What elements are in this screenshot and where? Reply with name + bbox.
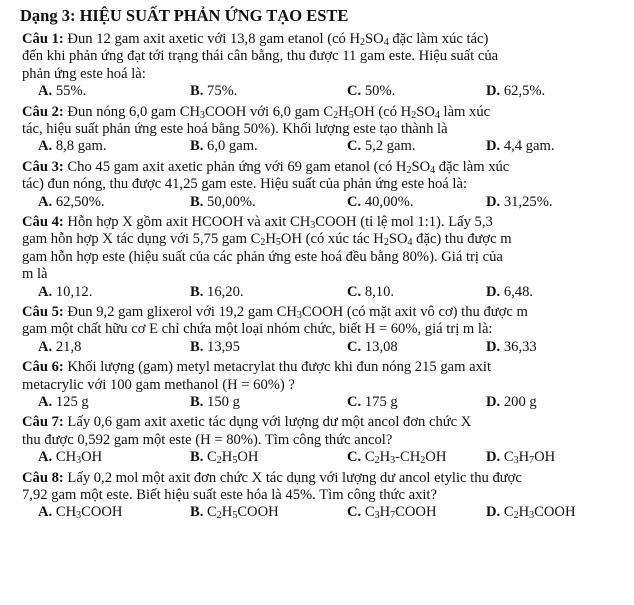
question-text-line (22, 414, 626, 431)
answer-option-d[interactable] (486, 194, 553, 211)
answer-option-a[interactable] (38, 83, 86, 100)
option-text: 62,5%. (500, 83, 546, 100)
question-text: tác) đun nóng, thu được 41,25 gam este. Hiệu suất của phản ứng este hoá là: (22, 176, 468, 193)
option-label: D. (486, 83, 501, 100)
answer-options (22, 138, 626, 155)
option-label: A. (38, 338, 53, 355)
answer-option-c[interactable] (347, 83, 395, 100)
question-text-line (22, 359, 626, 376)
option-label: B. (190, 449, 204, 466)
answer-option-a[interactable] (38, 504, 122, 521)
option-text: 40,00%. (361, 193, 414, 210)
option-text: 16,20. (203, 283, 244, 300)
answer-option-c[interactable] (347, 284, 394, 301)
answer-options (22, 449, 626, 466)
answer-options (22, 284, 626, 301)
option-label: D. (486, 283, 501, 300)
question-text: metacrylic với 100 gam methanol (H = 60%) ? (22, 376, 295, 393)
question-text: m là (22, 266, 48, 283)
option-text: $C_3H_7OH$ (500, 449, 556, 467)
answer-option-a[interactable] (38, 194, 105, 211)
option-text: 50,00%. (203, 193, 256, 210)
question-text-line (22, 66, 626, 83)
question-number: Câu 1: (22, 31, 64, 47)
question-4 (22, 214, 626, 301)
question-text: gam hỗn hợp X tác dụng với 5,75 gam $C_2H_5OH$ (có xúc tác $H_2SO_4$ đặc) thu được m (22, 231, 512, 249)
option-label: C. (347, 283, 362, 300)
option-label: B. (190, 504, 204, 521)
answer-options (22, 83, 626, 100)
question-text-line (22, 321, 626, 338)
answer-option-a[interactable] (38, 339, 81, 356)
question-number: Câu 2: (22, 103, 64, 120)
question-text: gam một chất hữu cơ E chỉ chứa một loại nhóm chức, biết H = 60%, giá trị m là: (22, 321, 493, 338)
answer-options (22, 504, 626, 521)
option-text: 5,2 gam. (361, 138, 416, 155)
question-text-line (22, 121, 626, 138)
question-7 (22, 414, 626, 466)
question-text-line (22, 31, 626, 48)
option-text: 175 g (361, 394, 398, 411)
question-text-line (22, 231, 626, 248)
question-text: Khối lượng (gam) metyl metacrylat thu được khi đun nóng 215 gam axit (67, 359, 492, 376)
option-label: C. (347, 394, 362, 411)
question-text-line (22, 176, 626, 193)
option-text: 31,25%. (500, 193, 553, 210)
option-label: A. (38, 394, 53, 411)
option-text: 36,33 (500, 338, 537, 355)
option-label: D. (486, 504, 501, 521)
question-text-line (22, 249, 626, 266)
question-number: Câu 5: (22, 304, 64, 321)
answer-option-c[interactable] (347, 394, 398, 411)
option-text: $CH_3COOH$ (52, 504, 123, 522)
option-text: $C_2H_5COOH$ (203, 504, 279, 522)
answer-option-a[interactable] (38, 138, 107, 155)
question-6 (22, 359, 626, 411)
option-label: A. (38, 504, 53, 521)
answer-option-d[interactable] (486, 449, 555, 466)
answer-option-b[interactable] (190, 504, 279, 521)
question-number: Câu 4: (22, 214, 64, 231)
answer-option-a[interactable] (38, 449, 102, 466)
option-label: D. (486, 394, 501, 411)
question-3 (22, 159, 626, 211)
answer-option-b[interactable] (190, 138, 258, 155)
question-list (22, 31, 626, 522)
option-label: D. (486, 193, 501, 210)
option-label: D. (486, 449, 501, 466)
option-label: C. (347, 338, 362, 355)
question-number: Câu 3: (22, 158, 64, 175)
option-text: $CH_3OH$ (52, 449, 103, 467)
question-text: thu được 0,592 gam một este (H = 80%). Tìm công thức ancol? (22, 431, 393, 448)
answer-option-b[interactable] (190, 339, 240, 356)
option-label: C. (347, 449, 362, 466)
question-2 (22, 104, 626, 156)
answer-options (22, 394, 626, 411)
option-text: 55%. (52, 83, 87, 100)
answer-option-c[interactable] (347, 339, 398, 356)
answer-option-b[interactable] (190, 449, 258, 466)
question-text: Đun 12 gam axit axetic với 13,8 gam etanol (có $H_2SO_4$ đặc làm xúc tác) (67, 31, 489, 48)
question-text-line (22, 48, 626, 65)
question-8 (22, 470, 626, 522)
answer-option-a[interactable] (38, 284, 92, 301)
option-text: $C_2H_5OH$ (203, 449, 259, 467)
answer-options (22, 339, 626, 356)
question-text-line (22, 104, 626, 121)
answer-option-b[interactable] (190, 284, 244, 301)
question-text: Cho 45 gam axit axetic phản ứng với 69 gam etanol (có $H_2SO_4$ đặc làm xúc (67, 158, 510, 176)
option-label: D. (486, 138, 501, 155)
option-label: C. (347, 83, 362, 100)
option-label: A. (38, 283, 53, 300)
question-text-line (22, 377, 626, 394)
question-text: gam hỗn hợp este (hiệu suất của các phản ứng este hoá đều bằng 80%). Giá trị của (22, 248, 503, 265)
section-heading: Dạng 3: HIỆU SUẤT PHẢN ỨNG TẠO ESTE (20, 6, 349, 25)
answer-option-b[interactable] (190, 194, 256, 211)
option-text: $C_2H_3-CH_2OH$ (361, 449, 447, 467)
question-text: Lấy 0,2 mol một axit đơn chức X tác dụng với lượng dư ancol etylic thu được (67, 469, 522, 486)
answer-option-d[interactable] (486, 504, 576, 521)
option-text: 50%. (361, 83, 396, 100)
question-5 (22, 304, 626, 356)
option-text: 13,95 (203, 338, 240, 355)
question-text: phản ứng este hoá là: (22, 65, 146, 82)
option-text: 8,8 gam. (52, 138, 107, 155)
option-text: 13,08 (361, 338, 398, 355)
question-text: 7,92 gam một este. Biết hiệu suất este hóa là 45%. Tìm công thức axit? (22, 487, 437, 504)
question-text: Hỗn hợp X gồm axit HCOOH và axit $CH_3COOH$ (tỉ lệ mol 1:1). Lấy 5,3 (67, 214, 493, 232)
option-label: B. (190, 83, 204, 100)
answer-option-d[interactable] (486, 394, 537, 411)
question-text-line (22, 487, 626, 504)
option-text: 6,48. (500, 283, 534, 300)
option-label: A. (38, 83, 53, 100)
answer-option-a[interactable] (38, 394, 89, 411)
question-number: Câu 6: (22, 359, 64, 376)
question-text: Đun 9,2 gam glixerol với 19,2 gam $CH_3COOH$ (có mặt axit vô cơ) thu được m (67, 304, 528, 322)
question-text-line (22, 432, 626, 449)
question-text-line (22, 214, 626, 231)
answer-option-d[interactable] (486, 138, 555, 155)
option-text: $C_3H_7COOH$ (361, 504, 437, 522)
option-text: $C_2H_3COOH$ (500, 504, 576, 522)
option-label: A. (38, 193, 53, 210)
option-label: B. (190, 338, 204, 355)
answer-option-b[interactable] (190, 394, 240, 411)
option-text: 8,10. (361, 283, 395, 300)
option-text: 6,0 gam. (203, 138, 258, 155)
answer-option-c[interactable] (347, 449, 446, 466)
option-text: 62,50%. (52, 193, 105, 210)
option-text: 125 g (52, 394, 89, 411)
answer-option-d[interactable] (486, 284, 533, 301)
question-number: Câu 7: (22, 414, 64, 431)
question-text-line (22, 470, 626, 487)
option-text: 10,12. (52, 283, 93, 300)
answer-option-d[interactable] (486, 339, 537, 356)
option-text: 200 g (500, 394, 537, 411)
option-text: 4,4 gam. (500, 138, 555, 155)
option-label: B. (190, 193, 204, 210)
question-text-line (22, 159, 626, 176)
answer-option-d[interactable] (486, 83, 545, 100)
answer-option-c[interactable] (347, 138, 416, 155)
question-text: đến khi phản ứng đạt tới trạng thái cân bằng, thu được 11 gam este. Hiệu suất của (22, 48, 499, 65)
answer-option-c[interactable] (347, 504, 437, 521)
option-text: 75%. (203, 83, 238, 100)
answer-options (22, 194, 626, 211)
option-label: B. (190, 394, 204, 411)
answer-option-c[interactable] (347, 194, 414, 211)
option-label: C. (347, 504, 362, 521)
question-text-line (22, 304, 626, 321)
option-label: C. (347, 193, 362, 210)
question-text: tác, hiệu suất phản ứng este hoá bằng 50%). Khối lượng este tạo thành là (22, 121, 448, 138)
answer-option-b[interactable] (190, 83, 237, 100)
question-1 (22, 31, 626, 101)
option-label: B. (190, 138, 204, 155)
option-text: 21,8 (52, 338, 82, 355)
question-text: Lấy 0,6 gam axit axetic tác dụng với lượng dư một ancol đơn chức X (67, 414, 472, 431)
question-text-line (22, 266, 626, 283)
question-text: Đun nóng 6,0 gam $CH_3COOH$ với 6,0 gam $C_2H_5OH$ (có $H_2SO_4$ làm xúc (67, 103, 491, 121)
option-label: A. (38, 449, 53, 466)
option-label: A. (38, 138, 53, 155)
option-label: B. (190, 283, 204, 300)
option-text: 150 g (203, 394, 240, 411)
option-label: C. (347, 138, 362, 155)
question-number: Câu 8: (22, 469, 64, 486)
option-label: D. (486, 338, 501, 355)
